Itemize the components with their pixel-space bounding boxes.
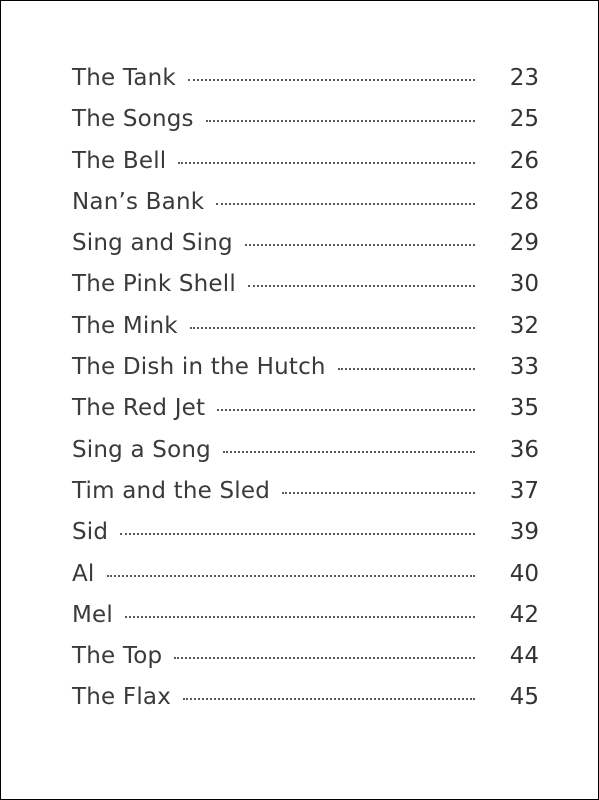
dot-leader [174, 657, 475, 659]
toc-entry [72, 395, 539, 436]
toc-entry-page-number: 45 [509, 684, 539, 711]
toc-entry [72, 189, 539, 230]
toc-entry [72, 684, 539, 725]
toc-entry [72, 643, 539, 684]
toc-entry [72, 354, 539, 395]
toc-entry [72, 65, 539, 106]
toc-entry [72, 148, 539, 189]
table-of-contents [72, 65, 539, 726]
toc-entry-page-number: 26 [509, 147, 539, 174]
toc-entry-title: The Tank [72, 65, 176, 91]
toc-entry-page-number: 39 [509, 519, 539, 546]
dot-leader [183, 698, 475, 700]
toc-entry [72, 271, 539, 312]
toc-entry-title: Tim and the Sled [72, 477, 271, 504]
dot-leader [178, 162, 475, 164]
dot-leader [282, 492, 475, 494]
toc-entry-page-number: 40 [509, 560, 539, 587]
toc-entry-page-number: 33 [509, 354, 539, 381]
toc-entry-page-number: 44 [509, 643, 539, 670]
dot-leader [190, 327, 475, 329]
toc-entry [72, 313, 539, 354]
toc-entry-title: The Pink Shell [72, 271, 236, 298]
toc-entry-page-number: 29 [509, 230, 539, 257]
toc-entry [72, 437, 539, 478]
toc-entry [72, 478, 539, 519]
toc-entry [72, 106, 539, 147]
toc-entry-page-number: 23 [509, 65, 539, 91]
toc-entry-title: Nan’s Bank [72, 188, 205, 215]
dot-leader [248, 285, 475, 287]
dot-leader [188, 79, 475, 81]
dot-leader [107, 575, 475, 577]
toc-entry-title: The Songs [72, 106, 194, 133]
toc-entry-page-number: 32 [509, 312, 539, 339]
dot-leader [217, 409, 475, 411]
toc-entry-title: Mel [72, 601, 113, 628]
dot-leader [125, 616, 475, 618]
toc-entry [72, 519, 539, 560]
toc-entry-page-number: 36 [509, 436, 539, 463]
dot-leader [206, 120, 475, 122]
toc-entry-title: Sing and Sing [72, 230, 233, 257]
toc-entry-title: The Red Jet [72, 395, 206, 422]
toc-entry-page-number: 37 [509, 477, 539, 504]
dot-leader [223, 451, 475, 453]
dot-leader [216, 203, 475, 205]
toc-entry-title: The Bell [72, 147, 167, 174]
dot-leader [338, 368, 475, 370]
dot-leader [120, 533, 475, 535]
toc-entry-page-number: 35 [509, 395, 539, 422]
toc-entry-page-number: 30 [509, 271, 539, 298]
toc-entry-title: The Top [72, 643, 163, 670]
toc-entry-title: Sing a Song [72, 436, 211, 463]
toc-entry [72, 602, 539, 643]
toc-entry-title: Al [72, 560, 95, 587]
toc-entry-page-number: 25 [509, 106, 539, 133]
toc-entry-title: The Dish in the Hutch [72, 354, 326, 381]
toc-entry-page-number: 28 [509, 188, 539, 215]
toc-entry-page-number: 42 [509, 601, 539, 628]
toc-entry-title: The Flax [72, 684, 172, 711]
toc-entry-title: The Mink [72, 312, 178, 339]
toc-entry-title: Sid [72, 519, 109, 546]
dot-leader [245, 244, 475, 246]
toc-entry [72, 561, 539, 602]
toc-entry [72, 230, 539, 271]
